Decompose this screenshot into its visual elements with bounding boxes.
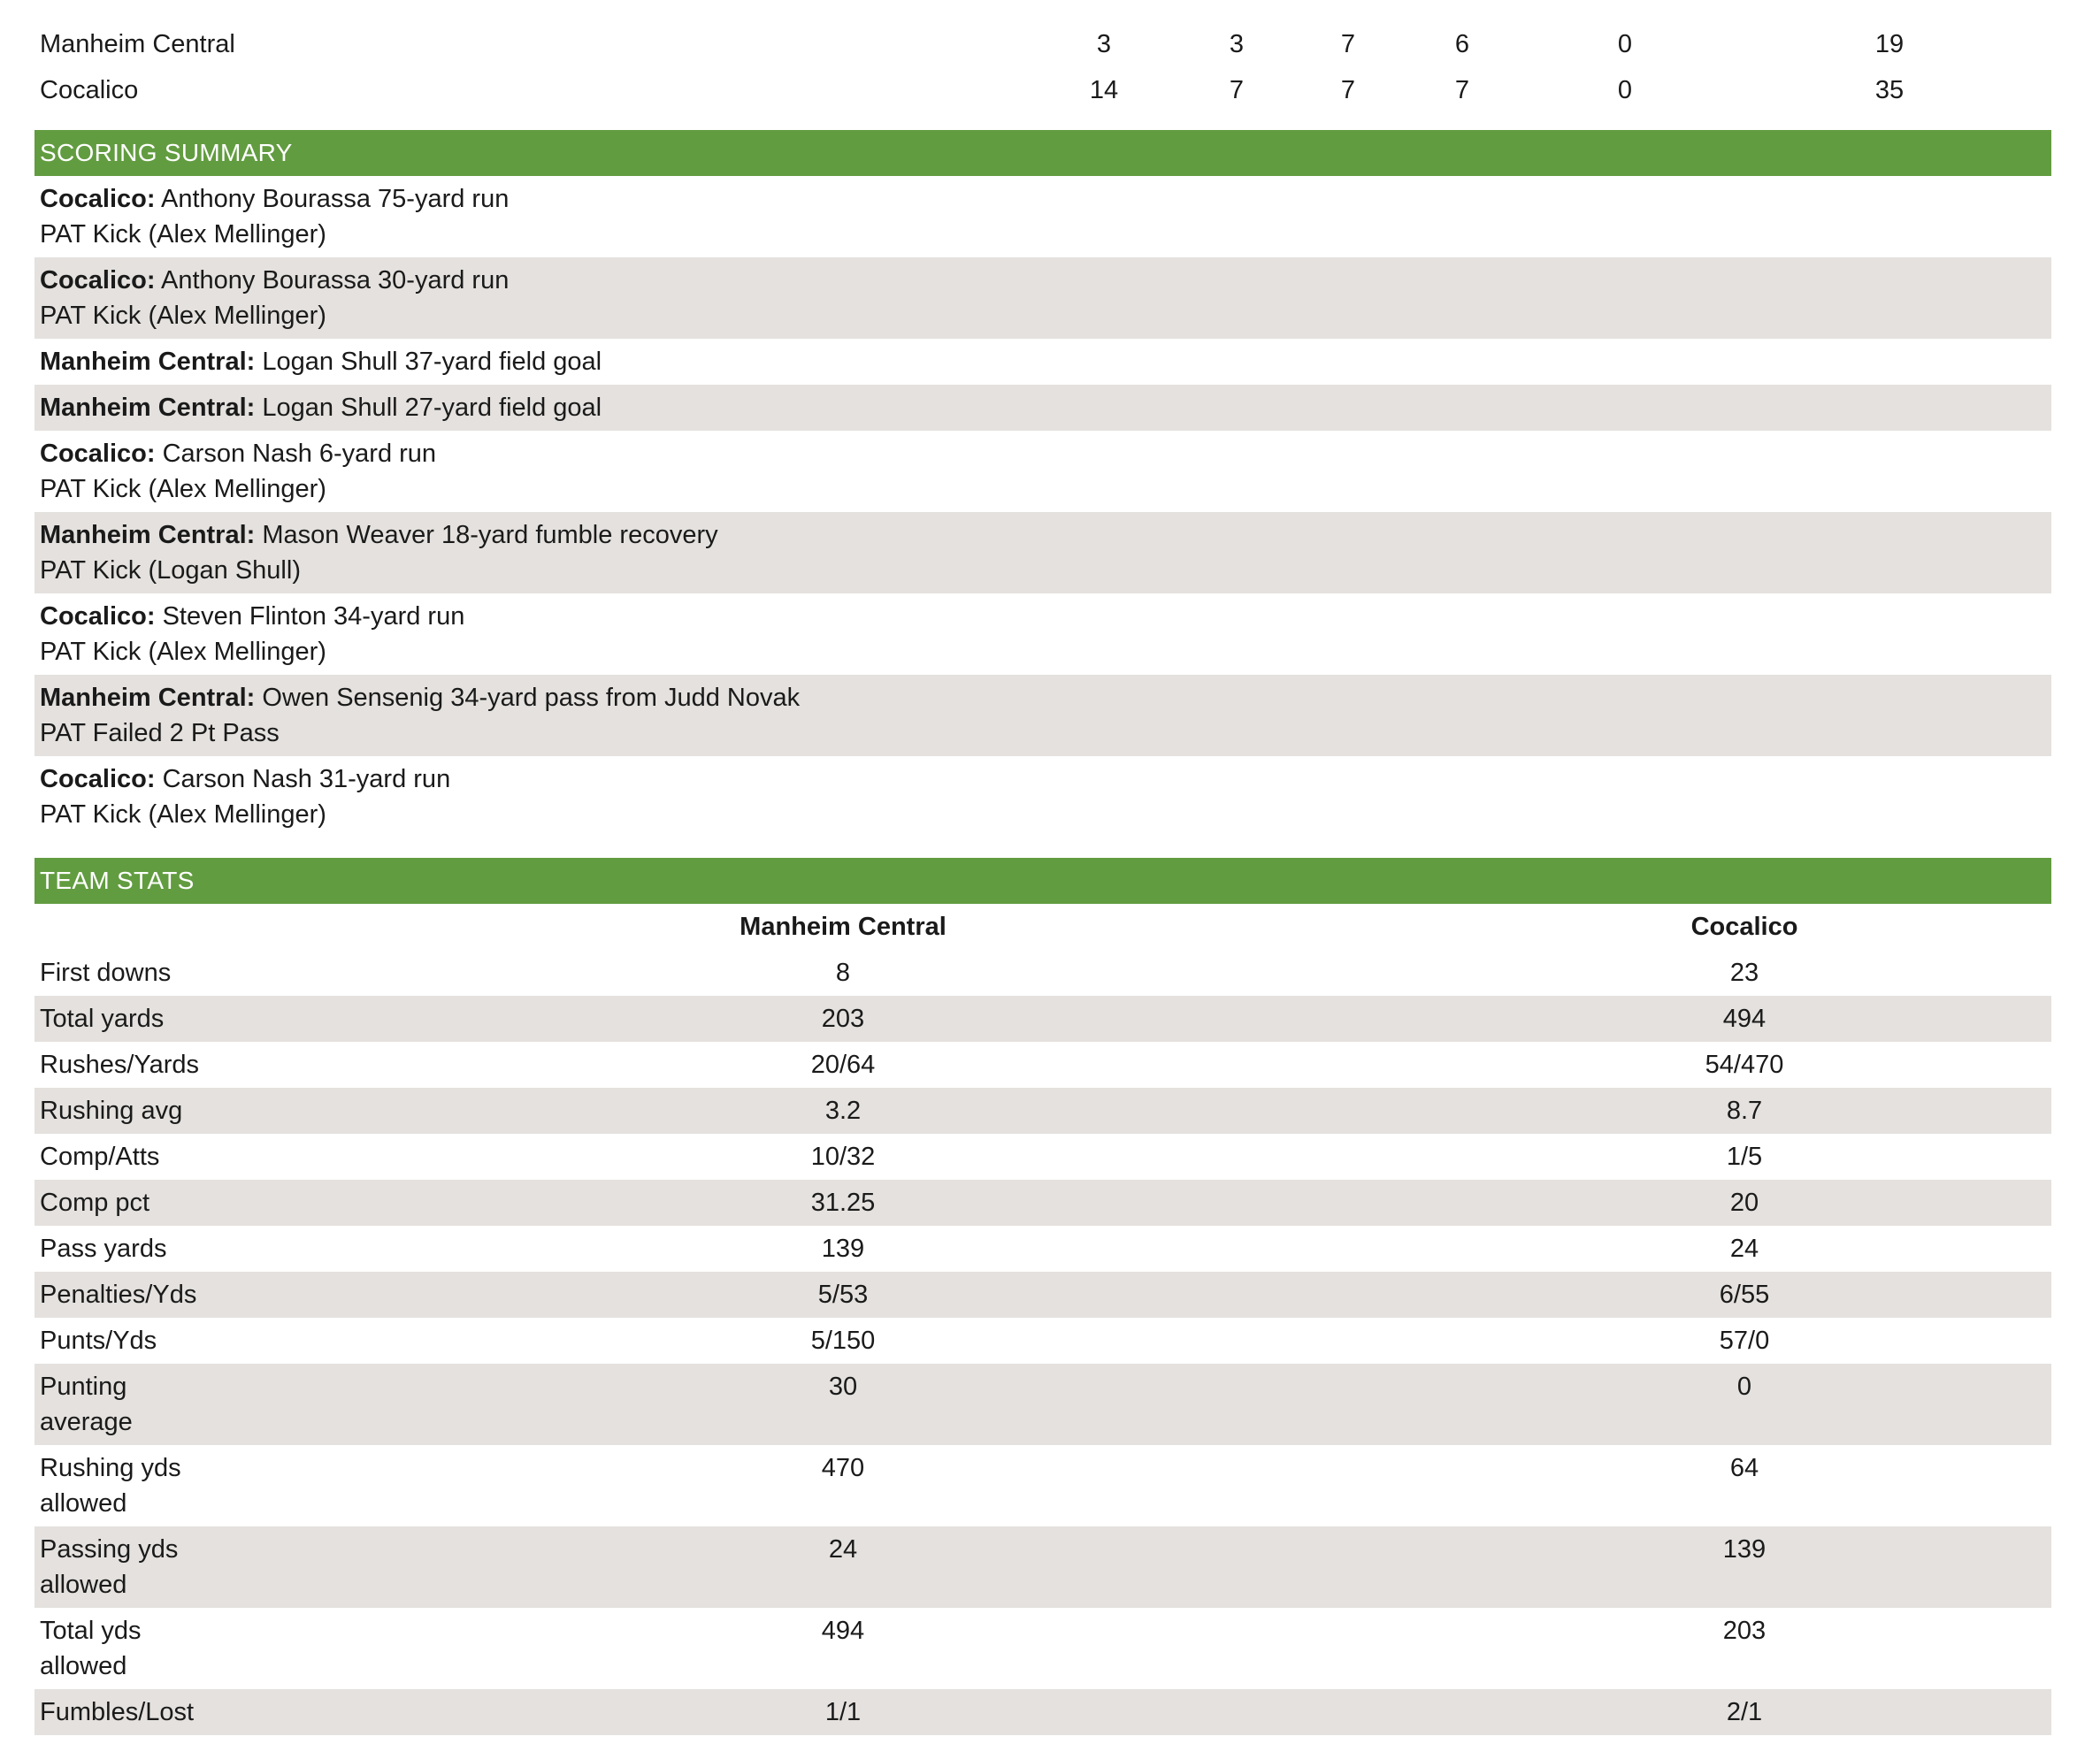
team2-stat-value: 494 — [1722, 1005, 1767, 1033]
team-stats-table — [34, 950, 2051, 1735]
stat-row — [34, 1364, 2051, 1445]
team1-stat-value: 8 — [835, 959, 851, 987]
play-description: Anthony Bourassa 30-yard run — [161, 266, 510, 294]
box-score-page — [34, 0, 2051, 1735]
team1-stat-value: 5/150 — [810, 1327, 876, 1355]
team1-stat-value: 1/1 — [824, 1698, 862, 1726]
scoring-play — [34, 593, 2051, 675]
scoring-team: Manheim Central: — [40, 684, 256, 712]
stat-row — [34, 1226, 2051, 1272]
stat-row — [34, 1689, 2051, 1735]
stat-label: Pass yards — [40, 1235, 167, 1263]
stat-label: Total yds allowed — [40, 1617, 142, 1680]
stat-label: Passing yds allowed — [40, 1535, 179, 1599]
team2-stat-value: 139 — [1722, 1535, 1767, 1564]
stat-row — [34, 950, 2051, 996]
scoring-team: Cocalico: — [40, 602, 156, 631]
team1-stat-value: 24 — [828, 1535, 858, 1564]
total-score: 19 — [1874, 30, 1905, 58]
stat-row — [34, 1180, 2051, 1226]
scoring-play — [34, 339, 2051, 385]
scoring-summary-list — [34, 176, 2051, 838]
stat-row — [34, 996, 2051, 1042]
line-score-row — [34, 21, 2051, 67]
team2-stat-value: 57/0 — [1719, 1327, 1770, 1355]
quarter-3-score: 7 — [1340, 30, 1356, 58]
team2-stat-value: 8.7 — [1726, 1097, 1763, 1125]
stat-row — [34, 1608, 2051, 1689]
stat-row — [34, 1088, 2051, 1134]
scoring-play — [34, 385, 2051, 431]
scoring-play — [34, 431, 2051, 512]
scoring-team: Manheim Central: — [40, 348, 256, 376]
stat-label: Fumbles/Lost — [40, 1698, 195, 1726]
stat-label: Comp/Atts — [40, 1143, 160, 1171]
team1-stat-value: 139 — [821, 1235, 865, 1263]
scoring-play — [34, 257, 2051, 339]
scoring-team: Cocalico: — [40, 765, 156, 793]
stat-label: Penalties/Yds — [40, 1281, 197, 1309]
team-stats-header: TEAM STATS — [34, 858, 2051, 904]
play-description: Owen Sensenig 34-yard pass from Judd Novak — [262, 684, 801, 712]
team1-stat-value: 470 — [821, 1454, 865, 1482]
team1-stat-value: 31.25 — [810, 1189, 876, 1217]
overtime-score: 0 — [1617, 76, 1633, 104]
team2-stat-value: 203 — [1722, 1617, 1767, 1645]
team1-stat-value: 20/64 — [810, 1051, 876, 1079]
pat-description: PAT Kick (Alex Mellinger) — [40, 638, 326, 666]
scoring-play — [34, 176, 2051, 257]
stat-row — [34, 1526, 2051, 1608]
team2-stat-value: 2/1 — [1726, 1698, 1763, 1726]
team1-stat-value: 203 — [821, 1005, 865, 1033]
team2-stat-value: 24 — [1729, 1235, 1759, 1263]
team1-stat-value: 494 — [821, 1617, 865, 1645]
pat-description: PAT Kick (Alex Mellinger) — [40, 475, 326, 503]
stat-label: Rushing avg — [40, 1097, 183, 1125]
play-description: Carson Nash 6-yard run — [162, 440, 437, 468]
quarter-1-score: 14 — [1089, 76, 1119, 104]
team2-stat-value: 0 — [1736, 1373, 1752, 1401]
team-stats-column-headers — [34, 904, 2051, 950]
pat-description: PAT Failed 2 Pt Pass — [40, 719, 280, 747]
play-description: Logan Shull 37-yard field goal — [262, 348, 602, 376]
stat-label: Rushing yds allowed — [40, 1454, 181, 1518]
pat-description: PAT Kick (Alex Mellinger) — [40, 800, 326, 829]
team1-stat-value: 30 — [828, 1373, 858, 1401]
stat-label: Rushes/Yards — [40, 1051, 199, 1079]
play-description: Carson Nash 31-yard run — [162, 765, 451, 793]
team-name: Manheim Central — [40, 30, 235, 58]
pat-description: PAT Kick (Logan Shull) — [40, 556, 301, 585]
quarter-3-score: 7 — [1340, 76, 1356, 104]
team2-stat-value: 6/55 — [1719, 1281, 1770, 1309]
team1-stat-value: 10/32 — [810, 1143, 876, 1171]
stat-row — [34, 1042, 2051, 1088]
team2-stat-value: 54/470 — [1705, 1051, 1784, 1079]
scoring-play — [34, 512, 2051, 593]
stat-label: Total yards — [40, 1005, 165, 1033]
stat-row — [34, 1134, 2051, 1180]
scoring-team: Cocalico: — [40, 266, 156, 294]
scoring-team: Cocalico: — [40, 185, 156, 213]
stat-row — [34, 1318, 2051, 1364]
total-score: 35 — [1874, 76, 1905, 104]
team2-stat-value: 64 — [1729, 1454, 1759, 1482]
quarter-4-score: 6 — [1454, 30, 1470, 58]
stat-row — [34, 1272, 2051, 1318]
scoring-play — [34, 756, 2051, 838]
stat-row — [34, 1445, 2051, 1526]
scoring-team: Manheim Central: — [40, 394, 256, 422]
section-spacer — [34, 838, 2051, 858]
quarter-2-score: 7 — [1229, 76, 1245, 104]
line-score — [34, 0, 2051, 130]
stat-label: Punting average — [40, 1373, 133, 1436]
stat-label: Comp pct — [40, 1189, 150, 1217]
quarter-2-score: 3 — [1229, 30, 1245, 58]
scoring-summary-header: SCORING SUMMARY — [34, 130, 2051, 176]
overtime-score: 0 — [1617, 30, 1633, 58]
scoring-team: Cocalico: — [40, 440, 156, 468]
scoring-team: Manheim Central: — [40, 521, 256, 549]
scoring-play — [34, 675, 2051, 756]
play-description: Mason Weaver 18-yard fumble recovery — [262, 521, 718, 549]
quarter-4-score: 7 — [1454, 76, 1470, 104]
play-description: Anthony Bourassa 75-yard run — [161, 185, 510, 213]
pat-description: PAT Kick (Alex Mellinger) — [40, 302, 326, 330]
line-score-row — [34, 67, 2051, 113]
pat-description: PAT Kick (Alex Mellinger) — [40, 220, 326, 249]
team-name: Cocalico — [40, 76, 139, 104]
team2-column-header: Cocalico — [1690, 913, 1798, 941]
play-description: Logan Shull 27-yard field goal — [262, 394, 602, 422]
team1-stat-value: 5/53 — [817, 1281, 869, 1309]
play-description: Steven Flinton 34-yard run — [162, 602, 465, 631]
team1-column-header: Manheim Central — [740, 913, 947, 941]
stat-label: Punts/Yds — [40, 1327, 157, 1355]
team2-stat-value: 20 — [1729, 1189, 1759, 1217]
team1-stat-value: 3.2 — [824, 1097, 862, 1125]
stat-label: First downs — [40, 959, 172, 987]
quarter-1-score: 3 — [1096, 30, 1112, 58]
team2-stat-value: 1/5 — [1726, 1143, 1763, 1171]
team2-stat-value: 23 — [1729, 959, 1759, 987]
